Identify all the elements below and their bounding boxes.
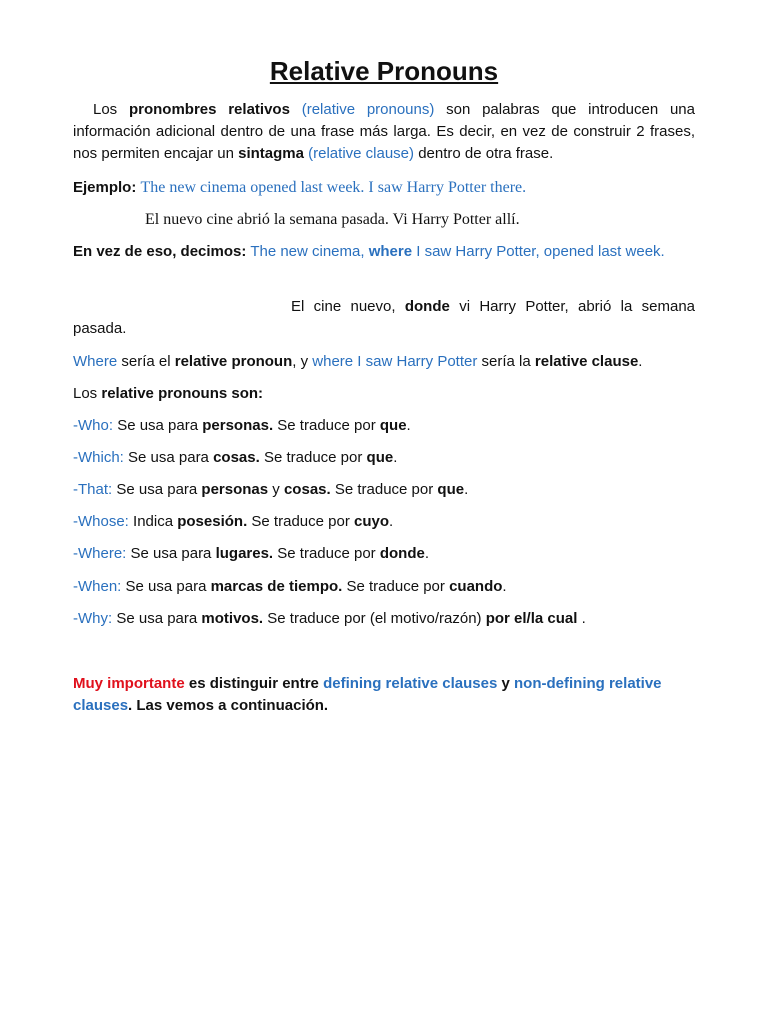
list-item-that: -That: Se usa para personas y cosas. Se traduce por que. bbox=[73, 481, 469, 498]
important-note: Muy importante es distinguir entre defining relative clauses y non-defining relative clauses. Las vemos a continuación. bbox=[73, 675, 662, 714]
list-item-who: -Who: Se usa para personas. Se traduce por que. bbox=[73, 417, 411, 434]
list-intro-line: Los relative pronouns son: bbox=[73, 385, 264, 402]
instead-english-line: En vez de eso, decimos: The new cinema, where I saw Harry Potter, opened last week. bbox=[73, 243, 665, 260]
example-spanish-line: El nuevo cine abrió la semana pasada. Vi Harry Potter allí. bbox=[145, 211, 520, 228]
list-item-which: -Which: Se usa para cosas. Se traduce por que. bbox=[73, 449, 398, 466]
page-title: Relative Pronouns bbox=[269, 56, 499, 86]
list-item-why: -Why: Se usa para motivos. Se traduce por (el motivo/razón) por el/la cual . bbox=[73, 610, 586, 627]
list-item-when: -When: Se usa para marcas de tiempo. Se traduce por cuando. bbox=[73, 578, 507, 595]
where-explanation-line: Where sería el relative pronoun, y where I saw Harry Potter sería la relative clause. bbox=[73, 353, 643, 370]
instead-spanish-line: El cine nuevo, donde vi Harry Potter, abrió la semana pasada. bbox=[73, 298, 696, 337]
list-item-where: -Where: Se usa para lugares. Se traduce por donde. bbox=[73, 545, 430, 562]
example-english-line: Ejemplo: The new cinema opened last week. I saw Harry Potter there. bbox=[73, 179, 527, 196]
intro-paragraph: Los pronombres relativos (relative pronouns) son palabras que introducen una información adicional dentro de una frase más larga. Es decir, en vez de construir 2 frases, nos permiten encajar un sintagma (relative clause) dentro de otra frase. bbox=[73, 101, 695, 162]
list-item-whose: -Whose: Indica posesión. Se traduce por cuyo. bbox=[73, 513, 394, 530]
